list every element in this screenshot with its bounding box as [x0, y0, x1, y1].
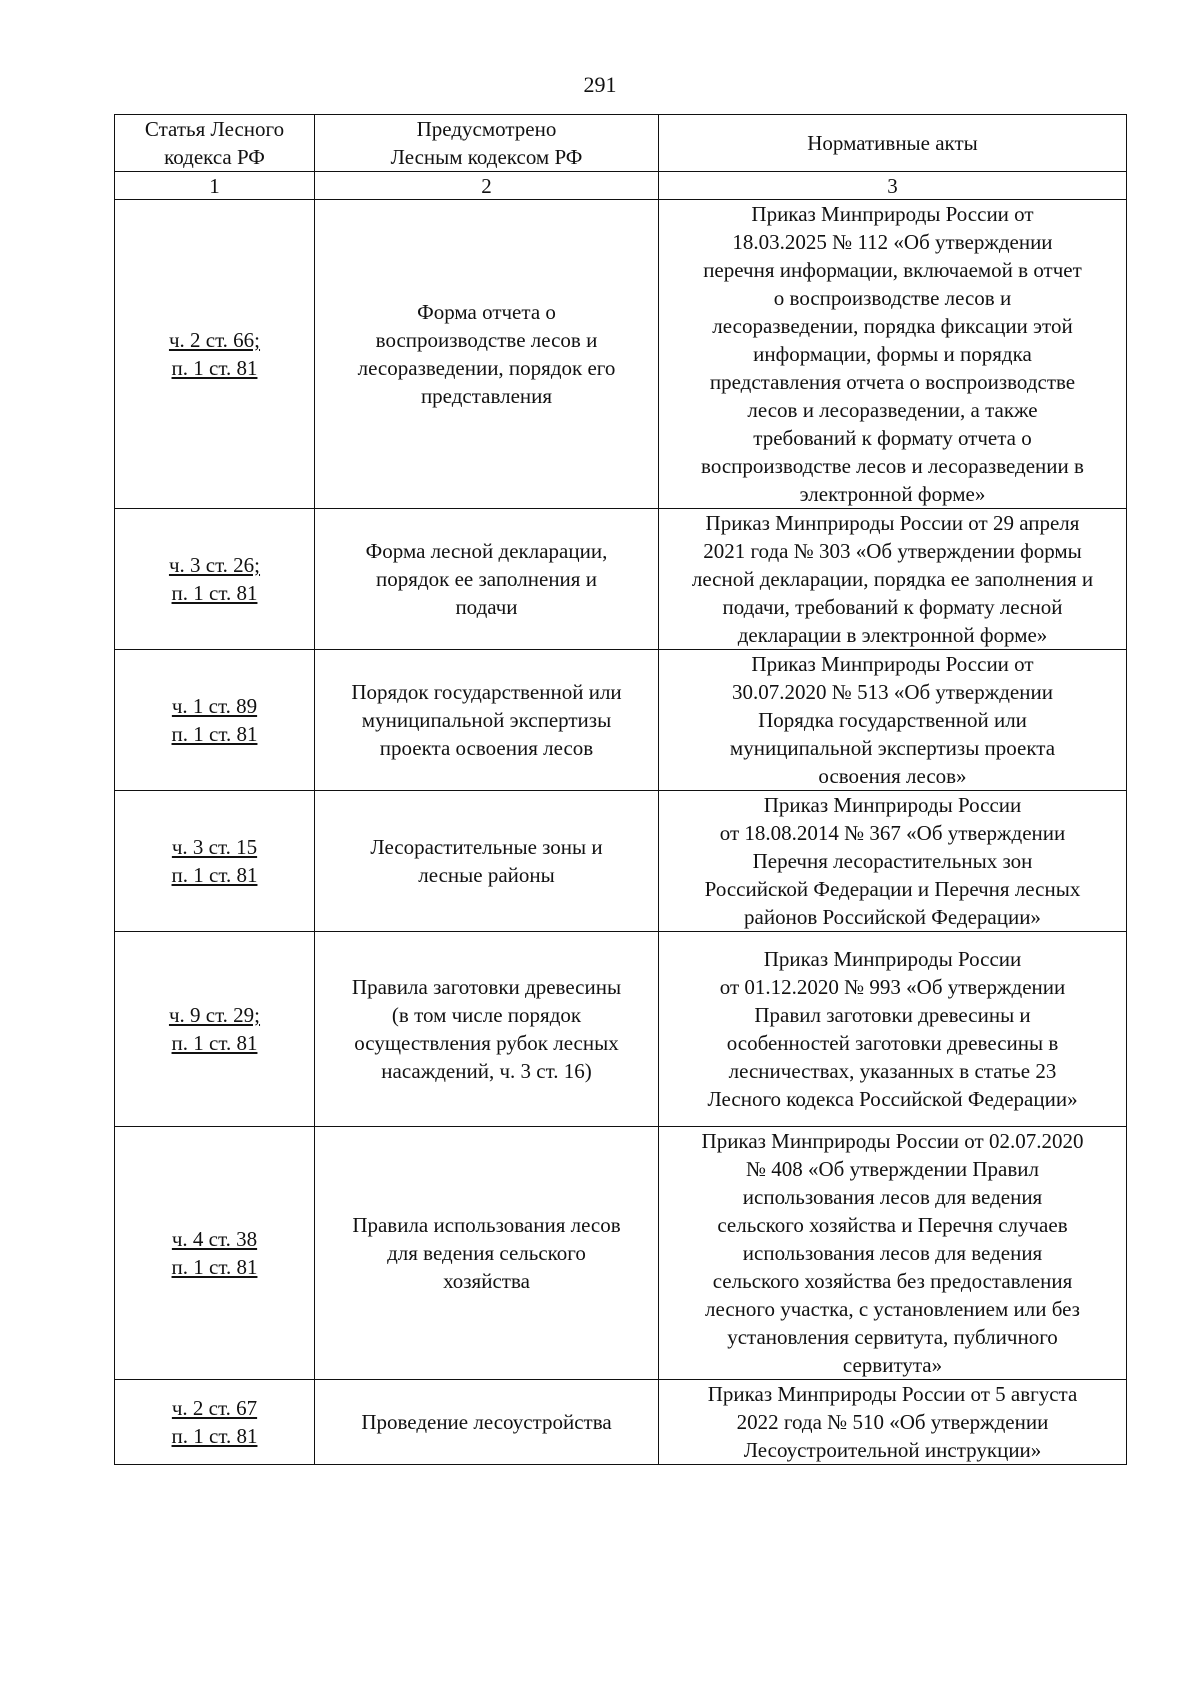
text-line: насаждений, ч. 3 ст. 16)	[381, 1059, 592, 1083]
article-link-line[interactable]: ч. 4 ст. 38	[171, 1227, 258, 1251]
text-line: 30.07.2020 № 513 «Об утверждении	[732, 680, 1053, 704]
text-line: муниципальной экспертизы	[361, 708, 612, 732]
text-line: Порядка государственной или	[758, 708, 1027, 732]
text-line: Приказ Минприроды России от 5 августа	[707, 1382, 1078, 1406]
header-line: Статья Лесного	[144, 117, 285, 141]
article-link-line[interactable]: ч. 3 ст. 15	[171, 835, 258, 859]
text-line: воспроизводстве лесов и лесоразведении в	[701, 454, 1084, 478]
table-row	[115, 932, 1127, 1127]
text-line: Форма отчета о	[417, 300, 556, 324]
text-line: перечня информации, включаемой в отчет	[703, 258, 1082, 282]
text-line: Лесного кодекса Российской Федерации»	[707, 1087, 1078, 1111]
provision-cell	[315, 650, 659, 791]
act-cell	[659, 650, 1127, 791]
text-line: муниципальной экспертизы проекта	[729, 736, 1056, 760]
table-row	[115, 1127, 1127, 1380]
column-number: 1	[115, 172, 315, 200]
text-line: (в том числе порядок	[391, 1003, 582, 1027]
text-line: Приказ Минприроды России	[763, 947, 1022, 971]
text-line: осуществления рубок лесных	[354, 1031, 619, 1055]
text-line: 2022 года № 510 «Об утверждении	[736, 1410, 1049, 1434]
text-line: воспроизводстве лесов и	[375, 328, 598, 352]
text-line: 2021 года № 303 «Об утверждении формы	[703, 539, 1082, 563]
article-link-line[interactable]: п. 1 ст. 81	[171, 356, 258, 380]
text-line: Приказ Минприроды России от 29 апреля	[705, 511, 1080, 535]
column-number: 3	[659, 172, 1127, 200]
text-line: Правила заготовки древесины	[351, 975, 622, 999]
column-number-row	[115, 172, 1127, 200]
article-link-line[interactable]: ч. 3 ст. 26;	[168, 553, 261, 577]
text-line: от 01.12.2020 № 993 «Об утверждении	[719, 975, 1066, 999]
text-line: лесного участка, с установлением или без	[705, 1297, 1080, 1321]
table-row	[115, 650, 1127, 791]
text-line: от 18.08.2014 № 367 «Об утверждении	[719, 821, 1066, 845]
article-link-line[interactable]: п. 1 ст. 81	[171, 722, 258, 746]
text-line: Правил заготовки древесины и	[754, 1003, 1031, 1027]
text-line: лесоразведении, порядок его	[357, 356, 616, 380]
text-line: Приказ Минприроды России	[763, 793, 1022, 817]
text-line: подачи, требований к формату лесной	[722, 595, 1063, 619]
article-link-line[interactable]: п. 1 ст. 81	[171, 1424, 258, 1448]
normative-acts-table	[114, 114, 1127, 1465]
text-line: представления отчета о воспроизводстве	[709, 370, 1076, 394]
article-link-line[interactable]: ч. 9 ст. 29;	[168, 1003, 261, 1027]
text-line: Лесорастительные зоны и	[370, 835, 603, 859]
header-acts: Нормативные акты	[659, 115, 1127, 172]
provision-cell	[315, 200, 659, 509]
text-line: лесов и лесоразведении, а также	[747, 398, 1038, 422]
text-line: порядок ее заполнения и	[376, 567, 597, 591]
header-line: Предусмотрено	[416, 117, 557, 141]
text-line: проекта освоения лесов	[379, 736, 594, 760]
table-header-row	[115, 115, 1127, 172]
provision-cell	[315, 932, 659, 1127]
header-provision	[315, 115, 659, 172]
act-cell	[659, 200, 1127, 509]
text-line: Правила использования лесов	[352, 1213, 621, 1237]
act-cell	[659, 1127, 1127, 1380]
text-line: 18.03.2025 № 112 «Об утверждении	[732, 230, 1053, 254]
table-row	[115, 791, 1127, 932]
article-link-line[interactable]: п. 1 ст. 81	[171, 863, 258, 887]
article-cell[interactable]	[115, 1127, 315, 1380]
header-line: Лесным кодексом РФ	[390, 145, 583, 169]
table-row	[115, 509, 1127, 650]
text-line: сельского хозяйства и Перечня случаев	[717, 1213, 1068, 1237]
text-line: использования лесов для ведения	[742, 1241, 1043, 1265]
text-line: Перечня лесорастительных зон	[752, 849, 1033, 873]
column-number: 2	[315, 172, 659, 200]
text-line: установления сервитута, публичного	[727, 1325, 1058, 1349]
text-line: Приказ Минприроды России от	[751, 652, 1034, 676]
act-cell	[659, 791, 1127, 932]
text-line: Приказ Минприроды России от	[751, 202, 1034, 226]
text-line: подачи	[455, 595, 518, 619]
text-line: районов Российской Федерации»	[744, 905, 1041, 929]
article-cell[interactable]	[115, 932, 315, 1127]
text-line: № 408 «Об утверждении Правил	[745, 1157, 1040, 1181]
header-article	[115, 115, 315, 172]
provision-cell	[315, 509, 659, 650]
text-line: особенностей заготовки древесины в	[726, 1031, 1059, 1055]
text-line: использования лесов для ведения	[742, 1185, 1043, 1209]
text-line: декларации в электронной форме»	[737, 623, 1048, 647]
text-line: электронной форме»	[799, 482, 986, 506]
text-line: информации, формы и порядка	[753, 342, 1032, 366]
text-line: для ведения сельского	[387, 1241, 586, 1265]
article-cell[interactable]	[115, 200, 315, 509]
text-line: представления	[420, 384, 553, 408]
text-line: освоения лесов»	[818, 764, 967, 788]
act-cell	[659, 1380, 1127, 1465]
article-link-line[interactable]: ч. 2 ст. 66;	[168, 328, 261, 352]
text-line: лесоразведении, порядка фиксации этой	[712, 314, 1073, 338]
text-line: хозяйства	[443, 1269, 530, 1293]
table-row	[115, 200, 1127, 509]
text-line: Приказ Минприроды России от 02.07.2020	[701, 1129, 1084, 1153]
text-line: о воспроизводстве лесов и	[773, 286, 1012, 310]
text-line: лесничествах, указанных в статье 23	[728, 1059, 1057, 1083]
text-line: требований к формату отчета о	[753, 426, 1032, 450]
text-line: Лесоустроительной инструкции»	[743, 1438, 1042, 1462]
provision-cell	[315, 1380, 659, 1465]
text-line: лесной декларации, порядка ее заполнения и	[691, 567, 1094, 591]
page-number: 291	[583, 72, 617, 97]
act-cell	[659, 932, 1127, 1127]
text-line: Российской Федерации и Перечня лесных	[704, 877, 1081, 901]
provision-cell	[315, 1127, 659, 1380]
text-line: сельского хозяйства без предоставления	[712, 1269, 1073, 1293]
text-line: Порядок государственной или	[351, 680, 622, 704]
article-link-line[interactable]: ч. 2 ст. 67	[171, 1396, 258, 1420]
article-link-line[interactable]: ч. 1 ст. 89	[171, 694, 258, 718]
article-cell[interactable]	[115, 791, 315, 932]
article-cell[interactable]	[115, 1380, 315, 1465]
text-line: Форма лесной декларации,	[365, 539, 608, 563]
text-line: сервитута»	[842, 1353, 943, 1377]
table-row	[115, 1380, 1127, 1465]
article-link-line[interactable]: п. 1 ст. 81	[171, 581, 258, 605]
act-cell	[659, 509, 1127, 650]
header-line: кодекса РФ	[164, 145, 265, 169]
article-link-line[interactable]: п. 1 ст. 81	[171, 1255, 258, 1279]
text-line: Проведение лесоустройства	[361, 1410, 612, 1434]
article-cell[interactable]	[115, 650, 315, 791]
article-link-line[interactable]: п. 1 ст. 81	[171, 1031, 258, 1055]
article-cell[interactable]	[115, 509, 315, 650]
provision-cell	[315, 791, 659, 932]
text-line: лесные районы	[418, 863, 555, 887]
